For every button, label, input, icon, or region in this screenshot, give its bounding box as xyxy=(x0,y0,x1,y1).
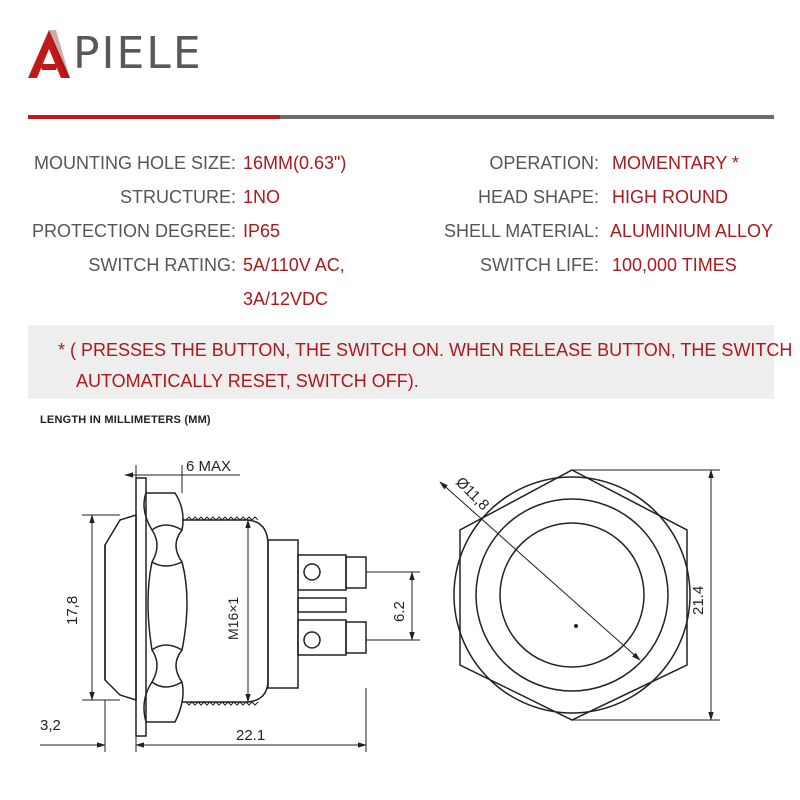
spec-value-protection: IP65 xyxy=(243,221,281,241)
spec-label-life: SWITCH LIFE: xyxy=(479,255,599,275)
spec-value-life: 100,000 TIMES xyxy=(612,255,737,275)
drawing-title: LENGTH IN MILLIMETERS (MM) xyxy=(40,414,211,426)
spec-value-head-shape: HIGH ROUND xyxy=(612,187,728,207)
spec-value-operation: MOMENTARY * xyxy=(612,153,740,173)
dim-thread: M16×1 xyxy=(225,596,241,640)
note-line-2: AUTOMATICALLY RESET, SWITCH OFF). xyxy=(76,371,419,391)
spec-value-rating-2: 3A/12VDC xyxy=(243,289,329,309)
dim-height: 17,8 xyxy=(64,595,81,625)
dim-terminal-pitch: 6.2 xyxy=(391,601,408,622)
dim-diameter: Ø11,8 xyxy=(452,473,493,514)
brand-name: PIELE xyxy=(73,28,203,79)
spec-label-mounting-hole: MOUNTING HOLE SIZE: xyxy=(33,153,236,173)
dim-across-flats: 21.4 xyxy=(690,585,707,615)
spec-value-structure: 1NO xyxy=(243,187,281,207)
dim-flange: 3,2 xyxy=(40,717,61,734)
spec-label-operation: OPERATION: xyxy=(489,153,599,173)
note-line-1: * ( PRESSES THE BUTTON, THE SWITCH ON. WHEN RELEASE BUTTON, THE SWITCH xyxy=(58,340,793,360)
spec-value-rating: 5A/110V AC, xyxy=(243,255,345,275)
spec-label-rating: SWITCH RATING: xyxy=(88,255,236,275)
spec-label-protection: PROTECTION DEGREE: xyxy=(31,221,236,241)
dim-length: 22.1 xyxy=(236,727,266,744)
spec-label-structure: STRUCTURE: xyxy=(120,187,236,207)
spec-label-shell: SHELL MATERIAL: xyxy=(443,221,599,241)
spec-label-head-shape: HEAD SHAPE: xyxy=(477,187,599,207)
spec-value-mounting-hole: 16MM(0.63") xyxy=(243,153,347,173)
dim-head-max: 6 MAX xyxy=(186,458,232,475)
spec-value-shell: ALUMINIUM ALLOY xyxy=(610,221,774,241)
front-view xyxy=(454,470,690,720)
